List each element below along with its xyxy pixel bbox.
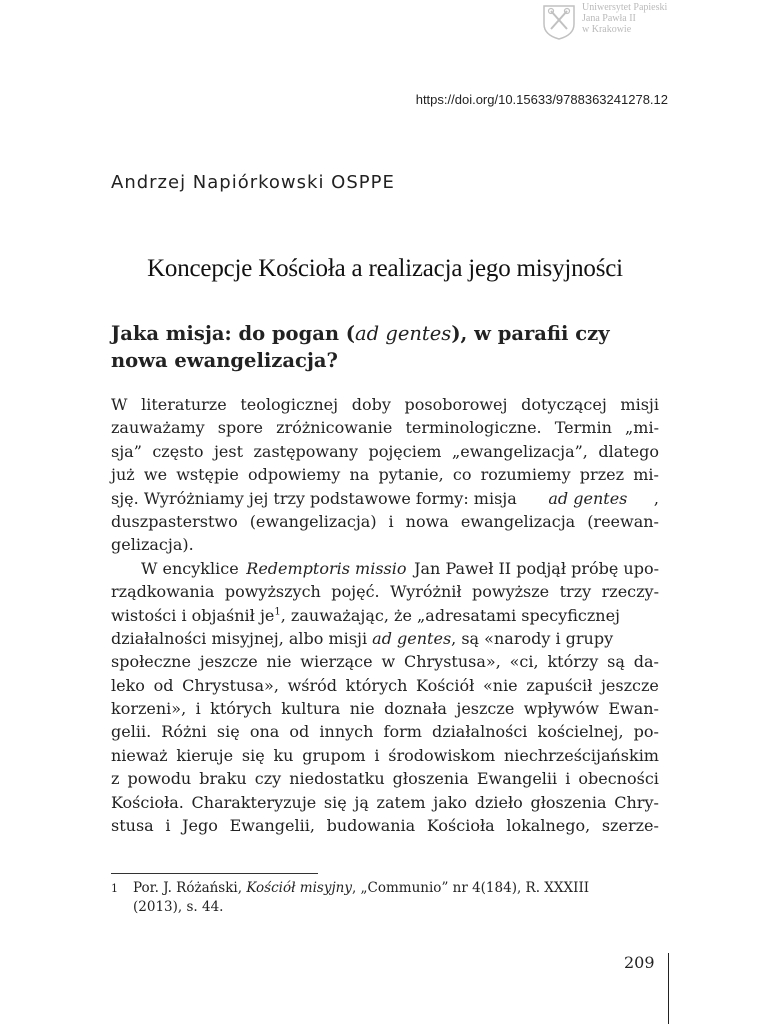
- text-line: [111, 557, 659, 580]
- word: nieważ: [111, 745, 168, 765]
- section-heading: [111, 320, 659, 374]
- word: literaturze: [141, 395, 227, 414]
- word: doby: [351, 395, 391, 414]
- word: od: [289, 722, 310, 742]
- text-line: [111, 650, 659, 673]
- word: korzeni»,: [111, 699, 187, 719]
- watermark-line: Uniwersytet Papieski: [582, 2, 668, 13]
- word: kościelnej,: [537, 722, 624, 742]
- text-run: ,: [653, 488, 659, 508]
- word: z: [111, 769, 120, 789]
- text-line: [111, 744, 659, 767]
- author-name: Andrzej Napiórkowski OSPPE: [111, 172, 395, 193]
- word: i: [165, 816, 171, 836]
- word: jeszcze: [600, 675, 659, 695]
- word: grupom: [302, 745, 366, 765]
- word: Termin: [554, 418, 612, 438]
- italic-text: ad gentes: [372, 628, 452, 648]
- word: dzieło: [474, 792, 523, 812]
- word: spore: [217, 418, 263, 438]
- word: powyższe: [472, 582, 550, 602]
- word: się: [323, 792, 347, 812]
- footnote-reference[interactable]: 1: [274, 606, 281, 618]
- italic-text: Redemptoris missio: [246, 558, 407, 578]
- word: głoszenia: [392, 769, 469, 789]
- text-line: [111, 604, 659, 627]
- word: posoborowej: [404, 395, 508, 414]
- doi-link[interactable]: https://doi.org/10.15633/9788363241278.12: [415, 92, 668, 107]
- text-run: [111, 627, 613, 650]
- text-line: gelizacja).: [111, 535, 194, 555]
- word: często: [152, 441, 204, 461]
- article-title: Koncepcje Kościoła a realizacja jego misyjności: [147, 255, 623, 282]
- word: czy: [254, 769, 282, 789]
- word: i: [565, 769, 571, 789]
- word: leko: [111, 675, 145, 695]
- text-run: , „Communio” nr 4(184), R. XXXIII: [351, 880, 590, 896]
- word: (ewangelizacja): [249, 511, 377, 531]
- footnote-divider: [111, 873, 318, 874]
- footnote-line: (2013), s. 44.: [133, 899, 224, 915]
- word: kieruje: [176, 745, 234, 765]
- word: pojęć.: [331, 582, 380, 602]
- footnote-text: [133, 879, 659, 917]
- page-number: 209: [624, 953, 655, 972]
- word: form: [383, 722, 422, 742]
- word: i: [195, 699, 201, 719]
- university-seal-icon: [540, 2, 578, 40]
- word: Chrystusa»,: [403, 652, 501, 672]
- word: rządkowania: [111, 582, 215, 602]
- word: nowa: [405, 511, 449, 531]
- word: rzeczy-: [601, 582, 659, 602]
- word: jeszcze: [199, 652, 258, 672]
- word: „mi-: [625, 418, 659, 438]
- word: rozumiemy: [480, 465, 571, 485]
- word: głoszenia: [530, 792, 607, 812]
- word: budowania: [326, 816, 416, 836]
- word: niechrześcijańskim: [503, 745, 659, 765]
- word: ku: [273, 745, 294, 765]
- word: zauważamy: [111, 418, 205, 438]
- word: zróżnicowanie: [276, 418, 393, 438]
- word: działalności: [432, 722, 528, 742]
- word: Ewan-: [608, 699, 659, 719]
- text-line: [111, 510, 659, 533]
- word: Kościoła: [426, 816, 495, 836]
- word: duszpasterstwo: [111, 511, 238, 531]
- text-line: [111, 463, 659, 486]
- word: Kościoła.: [111, 792, 184, 812]
- word: którzy: [547, 652, 599, 672]
- word: mi-: [633, 465, 659, 485]
- word: Chry-: [614, 792, 659, 812]
- italic-text: Kościół misyjny: [246, 880, 352, 896]
- word: nie: [266, 652, 292, 672]
- text-run: , są «narody i grupy: [451, 628, 614, 648]
- heading-text: Jaka misja: do pogan (: [111, 322, 356, 345]
- paragraph-2: [111, 557, 659, 838]
- word: misji: [620, 395, 659, 414]
- article-body: [111, 393, 659, 837]
- text-run: Por. J. Różański,: [133, 880, 247, 896]
- word: doznała: [384, 699, 447, 719]
- word: Jego: [182, 816, 218, 836]
- text-run: , zauważając, że „adresatami specyficznej: [280, 605, 621, 625]
- text-line: [111, 627, 659, 650]
- word: co: [452, 465, 472, 485]
- word: Wyróżnił: [390, 582, 462, 602]
- word: gelii.: [111, 722, 152, 742]
- text-run: W encyklice: [141, 558, 244, 578]
- word: się: [241, 745, 265, 765]
- word: od: [153, 675, 174, 695]
- footnote: [111, 879, 659, 917]
- word: się: [216, 722, 240, 742]
- paragraph-1: [111, 393, 659, 557]
- word: we: [143, 465, 168, 485]
- text-run: wistości i objaśnił je: [111, 605, 275, 625]
- word: wpływów: [523, 699, 599, 719]
- text-line: [111, 440, 659, 463]
- word: wierzące: [300, 652, 373, 672]
- word: Kościół: [416, 675, 475, 695]
- italic-text: ad gentes: [548, 488, 628, 508]
- word: dlatego: [598, 441, 659, 461]
- word: innych: [319, 722, 374, 742]
- word: i: [388, 511, 394, 531]
- word: Chrystusa»,: [182, 675, 279, 695]
- word: ją: [354, 792, 369, 812]
- word: wśród: [287, 675, 338, 695]
- word: terminologiczne.: [405, 418, 542, 438]
- word: pojęciem: [368, 441, 442, 461]
- text-line: [111, 720, 659, 743]
- word: teologicznej: [240, 395, 339, 414]
- word: powyższych: [224, 582, 321, 602]
- page-margin-rule: [668, 953, 669, 1024]
- text-run: działalności misyjnej, albo misji: [111, 628, 373, 648]
- word: są: [607, 652, 625, 672]
- word: po-: [633, 722, 659, 742]
- word: i: [374, 745, 380, 765]
- word: trzy: [559, 582, 592, 602]
- word: «ci,: [509, 652, 539, 672]
- word: Ewangelii,: [229, 816, 315, 836]
- word: ona: [249, 722, 280, 742]
- word: zatem: [376, 792, 426, 812]
- text-line: [111, 487, 659, 510]
- text-line: [111, 674, 659, 697]
- word: przez: [579, 465, 625, 485]
- word: niedostatku: [289, 769, 385, 789]
- text-line: [111, 767, 659, 790]
- word: braku: [199, 769, 247, 789]
- word: Ewangelii: [476, 769, 558, 789]
- word: powodu: [127, 769, 192, 789]
- word: (reewan-: [587, 511, 659, 531]
- text-line: [111, 580, 659, 603]
- word: „ewangelizacja”,: [451, 441, 588, 461]
- word: pytanie,: [378, 465, 444, 485]
- text-run: sję. Wyróżniamy jej trzy podstawowe formy: misja: [111, 488, 522, 508]
- word: szerze-: [601, 816, 659, 836]
- word: zastępowany: [253, 441, 358, 461]
- text-line: [111, 791, 659, 814]
- word: Charakteryzuje: [191, 792, 317, 812]
- text-run: [111, 604, 620, 627]
- section-heading-line: [111, 320, 659, 347]
- watermark-line: Jana Pawła II: [582, 13, 636, 24]
- word: w: [381, 652, 396, 672]
- word: obecności: [578, 769, 659, 789]
- word: zapuścił: [526, 675, 593, 695]
- heading-italic-text: ad gentes: [355, 322, 452, 345]
- text-run: Jan Paweł II podjął próbę upo-: [409, 558, 659, 578]
- word: stusa: [111, 816, 154, 836]
- section-heading-line: nowa ewangelizacja?: [111, 349, 338, 372]
- text-line: [111, 814, 659, 837]
- text-line: [111, 416, 659, 439]
- word: Różni: [161, 722, 207, 742]
- text-line: [111, 393, 659, 416]
- word: W: [111, 395, 128, 414]
- word: lokalnego,: [506, 816, 591, 836]
- word: nie: [349, 699, 375, 719]
- footnote-line: [133, 879, 659, 898]
- word: odpowiemy: [248, 465, 341, 485]
- watermark-line: w Krakowie: [582, 24, 632, 35]
- word: jest: [213, 441, 244, 461]
- word: na: [349, 465, 370, 485]
- word: «nie: [482, 675, 518, 695]
- word: jeszcze: [456, 699, 515, 719]
- word: których: [345, 675, 408, 695]
- word: środowiskom: [388, 745, 496, 765]
- university-watermark: [540, 2, 682, 44]
- word: dotyczącej: [521, 395, 607, 414]
- word: jako: [433, 792, 468, 812]
- watermark-text: [582, 2, 667, 35]
- word: społeczne: [111, 652, 191, 672]
- footnote-number: 1: [111, 882, 118, 895]
- text-line: [111, 697, 659, 720]
- word: kultura: [281, 699, 341, 719]
- heading-text: ), w parafii czy: [451, 322, 610, 345]
- word: których: [210, 699, 272, 719]
- word: wstępie: [176, 465, 239, 485]
- word: sja”: [111, 441, 142, 461]
- word: da-: [633, 652, 659, 672]
- word: już: [111, 465, 135, 485]
- word: ewangelizacja: [460, 511, 576, 531]
